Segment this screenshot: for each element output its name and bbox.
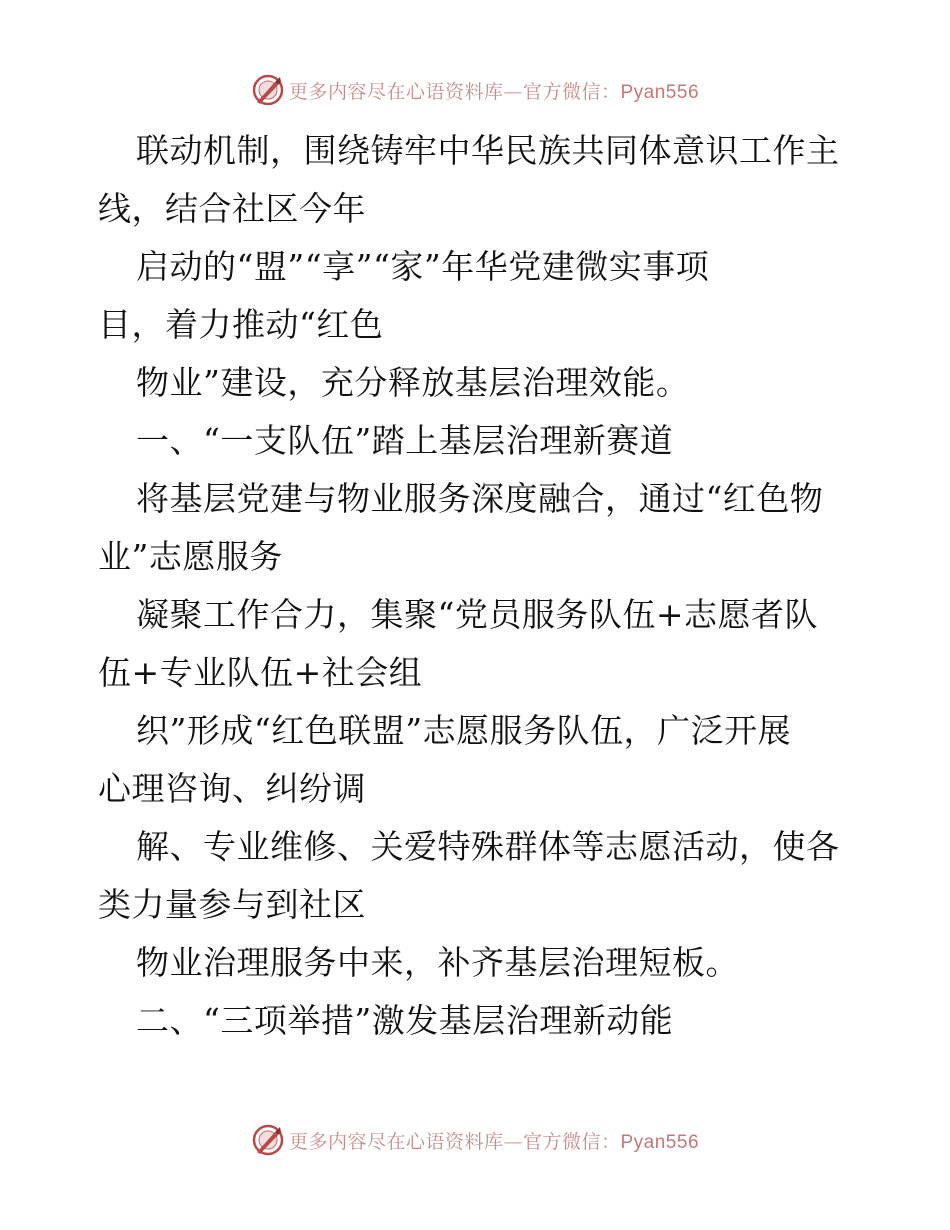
header-watermark xyxy=(0,70,950,110)
paragraph-line: 目，着力推动“红色 xyxy=(98,305,384,344)
section-heading: 二、“三项举措”激发基层治理新动能 xyxy=(136,1001,674,1040)
paragraph-line: 织”形成“红色联盟”志愿服务队伍，广泛开展 xyxy=(136,711,792,750)
watermark-text: 更多内容尽在心语资料库—官方微信：Pyan556 xyxy=(288,80,700,103)
footer-watermark xyxy=(0,1120,950,1160)
watermark-text: 更多内容尽在心语资料库—官方微信：Pyan556 xyxy=(288,1130,700,1153)
paragraph-line: 解、专业维修、关爱特殊群体等志愿活动，使各 xyxy=(136,827,840,866)
document-body xyxy=(98,122,858,1050)
paragraph-line: 物业”建设，充分释放基层治理效能。 xyxy=(136,363,690,402)
paragraph-line: 伍+专业队伍+社会组 xyxy=(98,653,423,692)
paragraph-line: 启动的“盟”“享”“家”年华党建微实事项 xyxy=(136,247,710,286)
paragraph-line: 物业治理服务中来，补齐基层治理短板。 xyxy=(136,943,739,982)
paragraph-line: 联动机制，围绕铸牢中华民族共同体意识工作主 xyxy=(136,131,840,170)
paragraph-line: 心理咨询、纠纷调 xyxy=(98,769,366,808)
section-heading: 一、“一支队伍”踏上基层治理新赛道 xyxy=(136,421,674,460)
quill-pen-circle-icon xyxy=(251,73,285,107)
paragraph-line: 类力量参与到社区 xyxy=(98,885,366,924)
paragraph-line: 凝聚工作合力，集聚“党员服务队伍+志愿者队 xyxy=(136,595,819,634)
paragraph-line: 业”志愿服务 xyxy=(98,537,283,576)
paragraph-line: 线，结合社区今年 xyxy=(98,189,366,228)
paragraph-line: 将基层党建与物业服务深度融合，通过“红色物 xyxy=(136,479,824,518)
quill-pen-circle-icon xyxy=(251,1123,285,1157)
